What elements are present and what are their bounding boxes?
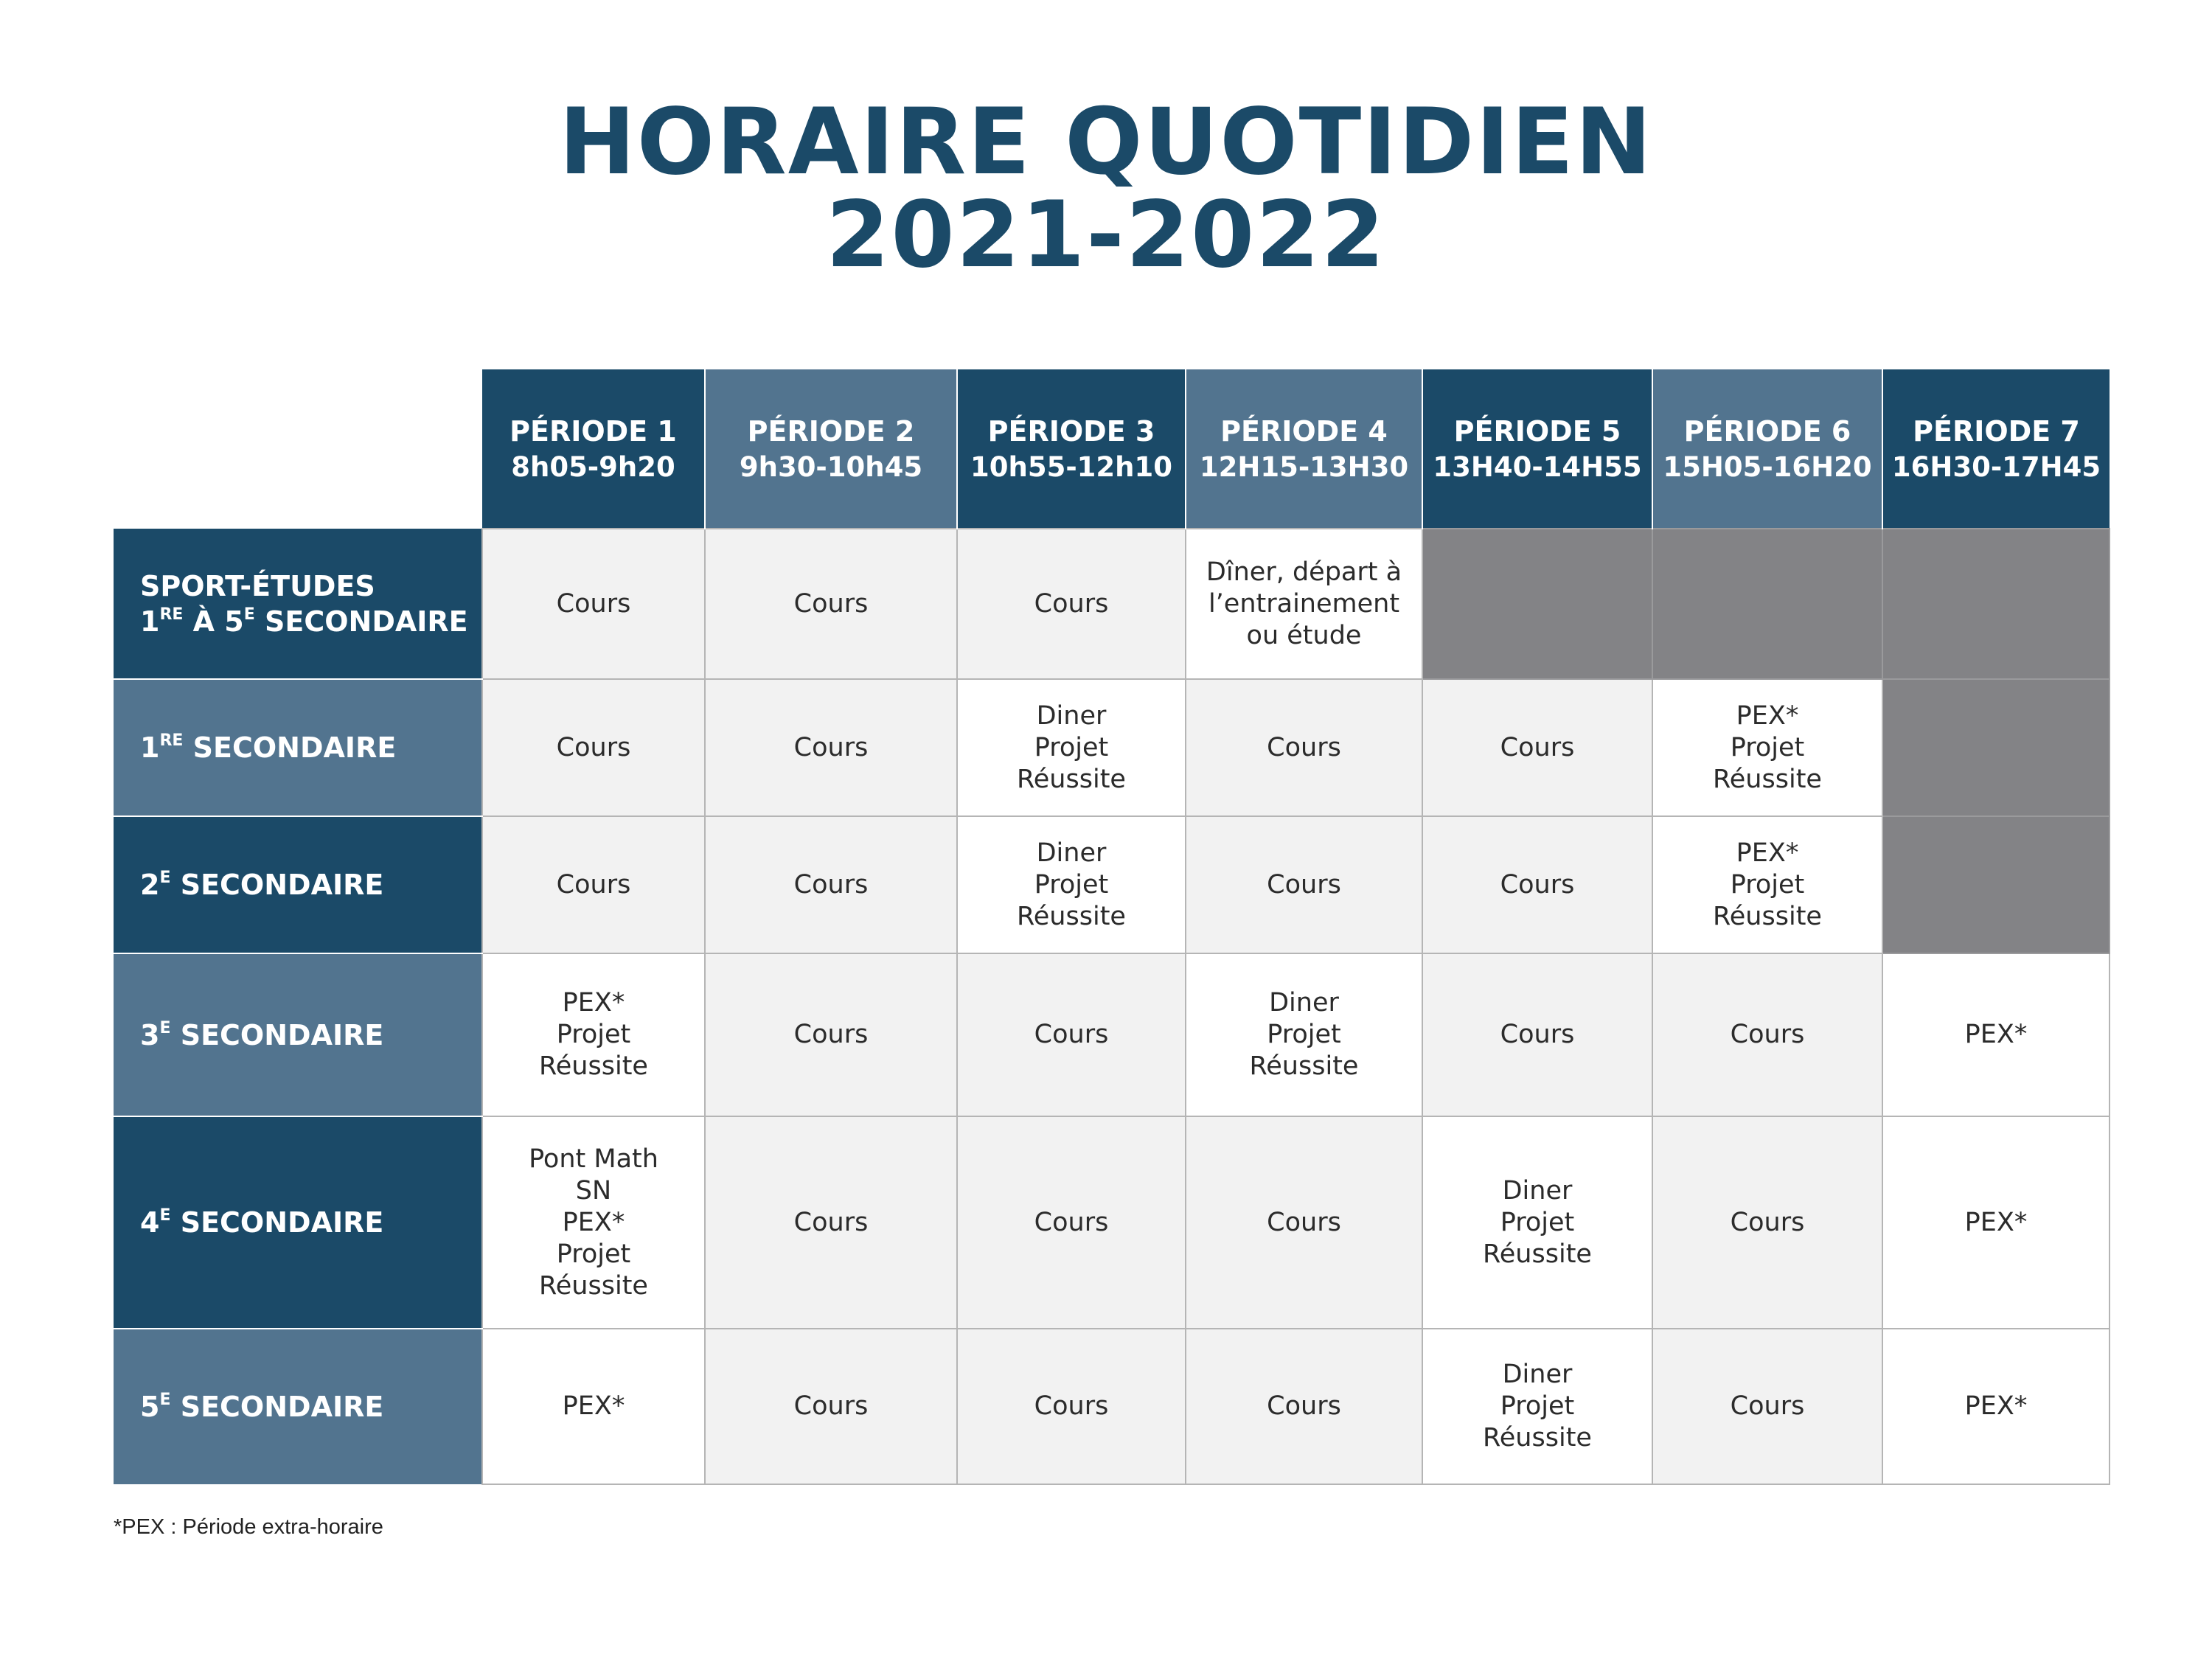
schedule-cell: Cours bbox=[1186, 816, 1422, 953]
schedule-cell: Cours bbox=[1652, 1329, 1882, 1484]
empty-cell bbox=[1422, 529, 1652, 679]
schedule-cell: Dîner, départ à l’entrainement ou étude bbox=[1186, 529, 1422, 679]
schedule-cell: Cours bbox=[957, 1329, 1186, 1484]
schedule-cell: Cours bbox=[482, 816, 705, 953]
row-label-4e-secondaire: $4^E$ SECONDAIRE bbox=[114, 1116, 482, 1329]
schedule-cell: Cours bbox=[957, 529, 1186, 679]
table-row bbox=[114, 529, 2110, 679]
period-header-6: PÉRIODE 6 15H05-16H20 bbox=[1652, 369, 1882, 529]
schedule-cell: PEX* Projet Réussite bbox=[482, 953, 705, 1116]
schedule-cell: Cours bbox=[957, 953, 1186, 1116]
schedule-cell: Cours bbox=[1186, 1329, 1422, 1484]
header-row bbox=[114, 369, 2110, 529]
empty-cell bbox=[1882, 679, 2110, 816]
row-label-5e-secondaire: $5^E$ SECONDAIRE bbox=[114, 1329, 482, 1484]
schedule-cell: PEX* bbox=[482, 1329, 705, 1484]
period-header-4: PÉRIODE 4 12H15-13H30 bbox=[1186, 369, 1422, 529]
row-label-2e-secondaire: $2^E$ SECONDAIRE bbox=[114, 816, 482, 953]
table-row bbox=[114, 679, 2110, 816]
schedule-cell: Cours bbox=[1652, 953, 1882, 1116]
schedule-cell: Cours bbox=[1422, 816, 1652, 953]
title-line-1: HORAIRE QUOTIDIEN bbox=[559, 89, 1653, 195]
period-header-7: PÉRIODE 7 16H30-17H45 bbox=[1882, 369, 2110, 529]
period-header-3: PÉRIODE 3 10h55-12h10 bbox=[957, 369, 1186, 529]
period-header-2: PÉRIODE 2 9h30-10h45 bbox=[705, 369, 957, 529]
schedule-cell: Pont Math SN PEX* Projet Réussite bbox=[482, 1116, 705, 1329]
schedule-cell: Cours bbox=[705, 1329, 957, 1484]
schedule-cell: Diner Projet Réussite bbox=[957, 816, 1186, 953]
table-row bbox=[114, 1116, 2110, 1329]
period-header-1: PÉRIODE 1 8h05-9h20 bbox=[482, 369, 705, 529]
schedule-cell: Diner Projet Réussite bbox=[1422, 1329, 1652, 1484]
schedule-cell: PEX* bbox=[1882, 1116, 2110, 1329]
schedule-cell: Diner Projet Réussite bbox=[1422, 1116, 1652, 1329]
schedule-cell: Cours bbox=[1186, 679, 1422, 816]
schedule-cell: Cours bbox=[482, 679, 705, 816]
schedule-cell: Diner Projet Réussite bbox=[1186, 953, 1422, 1116]
table-row bbox=[114, 816, 2110, 953]
period-header-5: PÉRIODE 5 13H40-14H55 bbox=[1422, 369, 1652, 529]
schedule-cell: Cours bbox=[1422, 679, 1652, 816]
schedule-cell: Cours bbox=[705, 529, 957, 679]
title-line-2: 2021-2022 bbox=[826, 182, 1386, 288]
corner-cell bbox=[114, 369, 482, 529]
schedule-table bbox=[114, 369, 2110, 1485]
row-label-1re-secondaire: 1RE SECONDAIRE bbox=[114, 679, 482, 816]
schedule-cell: Cours bbox=[482, 529, 705, 679]
table-row bbox=[114, 1329, 2110, 1484]
table-row bbox=[114, 953, 2110, 1116]
schedule-cell: Cours bbox=[1652, 1116, 1882, 1329]
schedule-cell: Cours bbox=[705, 953, 957, 1116]
row-label-sport-etudes: SPORT-ÉTUDES 1RE À $5^E$ SECONDAIRE bbox=[114, 529, 482, 679]
schedule-cell: Cours bbox=[705, 679, 957, 816]
schedule-cell: PEX* Projet Réussite bbox=[1652, 679, 1882, 816]
schedule-cell: Cours bbox=[705, 816, 957, 953]
schedule-cell: PEX* Projet Réussite bbox=[1652, 816, 1882, 953]
schedule-cell: Cours bbox=[1422, 953, 1652, 1116]
schedule-cell: Cours bbox=[957, 1116, 1186, 1329]
schedule-cell: PEX* bbox=[1882, 953, 2110, 1116]
schedule-cell: Diner Projet Réussite bbox=[957, 679, 1186, 816]
schedule-cell: Cours bbox=[705, 1116, 957, 1329]
empty-cell bbox=[1882, 816, 2110, 953]
footnote: *PEX : Période extra-horaire bbox=[114, 1515, 383, 1539]
empty-cell bbox=[1652, 529, 1882, 679]
empty-cell bbox=[1882, 529, 2110, 679]
row-label-3e-secondaire: $3^E$ SECONDAIRE bbox=[114, 953, 482, 1116]
page-title bbox=[0, 89, 2212, 288]
schedule-cell: PEX* bbox=[1882, 1329, 2110, 1484]
schedule-cell: Cours bbox=[1186, 1116, 1422, 1329]
